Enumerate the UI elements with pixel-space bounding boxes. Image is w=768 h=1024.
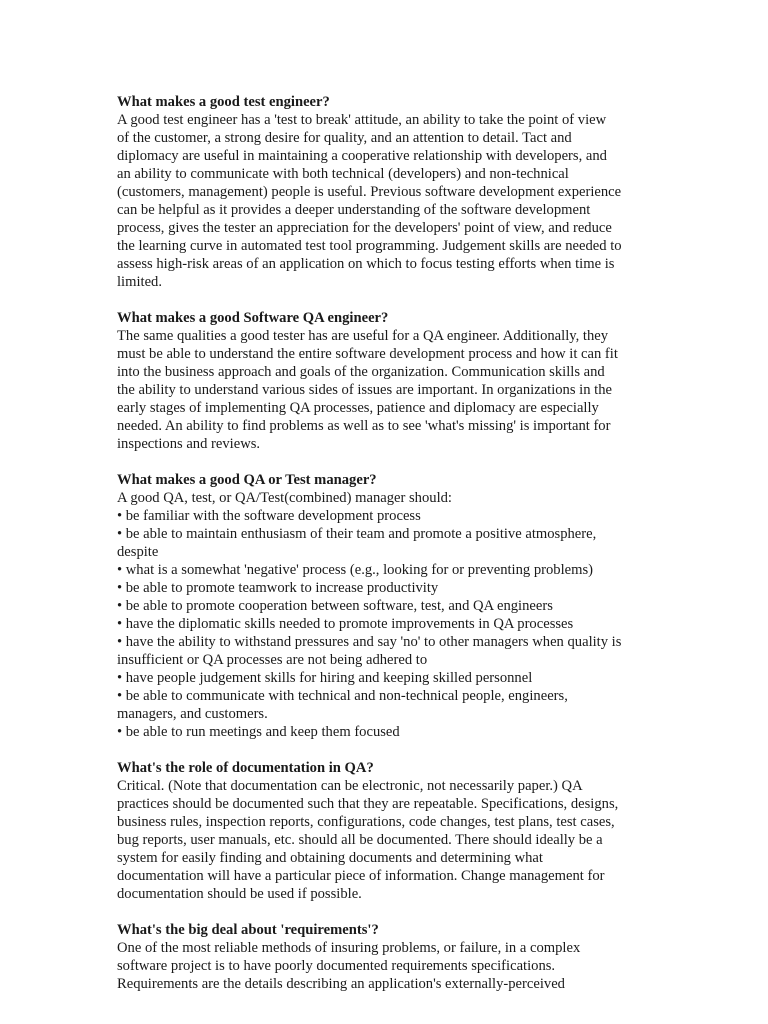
document-body — [117, 93, 657, 1011]
text-line: managers, and customers. — [117, 706, 268, 722]
bullet-item: • what is a somewhat 'negative' process (e.g., looking for or preventing problems) — [117, 562, 594, 578]
section-body — [117, 489, 657, 741]
bullet-item: • be able to promote teamwork to increase productivity — [117, 580, 439, 596]
text-line: despite — [117, 544, 159, 560]
text-line: into the business approach and goals of the organization. Communication skills and — [117, 364, 605, 380]
bullet-item: • have people judgement skills for hiring and keeping skilled personnel — [117, 670, 533, 686]
text-line: the ability to understand various sides of issues are important. In organizations in the — [117, 382, 613, 398]
section-heading: What makes a good test engineer? — [117, 94, 330, 110]
bullet-item: • be able to communicate with technical and non-technical people, engineers, — [117, 688, 568, 704]
section-heading: What's the big deal about 'requirements'? — [117, 922, 379, 938]
section-heading: What makes a good Software QA engineer? — [117, 310, 389, 326]
section-body — [117, 111, 657, 291]
text-line: insufficient or QA processes are not being adhered to — [117, 652, 428, 668]
section-body — [117, 777, 657, 903]
text-line: diplomacy are useful in maintaining a cooperative relationship with developers, and — [117, 148, 607, 164]
bullet-item: • be able to promote cooperation between software, test, and QA engineers — [117, 598, 553, 614]
document-section — [117, 471, 657, 741]
bullet-item: • be able to maintain enthusiasm of their team and promote a positive atmosphere, — [117, 526, 597, 542]
text-line: A good test engineer has a 'test to break' attitude, an ability to take the point of view — [117, 112, 607, 128]
bullet-item: • be familiar with the software development process — [117, 508, 421, 524]
text-line: documentation will have a particular piece of information. Change management for — [117, 868, 605, 884]
text-line: assess high-risk areas of an application on which to focus testing efforts when time is — [117, 256, 615, 272]
text-line: of the customer, a strong desire for quality, and an attention to detail. Tact and — [117, 130, 572, 146]
text-line: bug reports, user manuals, etc. should all be documented. There should ideally be a — [117, 832, 603, 848]
section-body — [117, 327, 657, 453]
text-line: can be helpful as it provides a deeper understanding of the software development — [117, 202, 591, 218]
text-line: documentation should be used if possible. — [117, 886, 362, 902]
text-line: One of the most reliable methods of insuring problems, or failure, in a complex — [117, 940, 581, 956]
text-line: Critical. (Note that documentation can be electronic, not necessarily paper.) QA — [117, 778, 583, 794]
section-body — [117, 939, 657, 993]
text-line: business rules, inspection reports, configurations, code changes, test plans, test cases, — [117, 814, 615, 830]
section-heading: What makes a good QA or Test manager? — [117, 472, 377, 488]
text-line: limited. — [117, 274, 162, 290]
text-line: A good QA, test, or QA/Test(combined) manager should: — [117, 490, 452, 506]
text-line: the learning curve in automated test tool programming. Judgement skills are needed to — [117, 238, 622, 254]
document-section — [117, 309, 657, 453]
bullet-item: • have the ability to withstand pressures and say 'no' to other managers when quality is — [117, 634, 622, 650]
document-section — [117, 921, 657, 993]
text-line: inspections and reviews. — [117, 436, 261, 452]
document-section — [117, 93, 657, 291]
text-line: system for easily finding and obtaining documents and determining what — [117, 850, 543, 866]
text-line: (customers, management) people is useful. Previous software development experience — [117, 184, 622, 200]
bullet-item: • be able to run meetings and keep them focused — [117, 724, 400, 740]
text-line: practices should be documented such that they are repeatable. Specifications, designs, — [117, 796, 619, 812]
bullet-item: • have the diplomatic skills needed to promote improvements in QA processes — [117, 616, 574, 632]
text-line: an ability to communicate with both technical (developers) and non-technical — [117, 166, 569, 182]
text-line: software project is to have poorly documented requirements specifications. — [117, 958, 556, 974]
text-line: needed. An ability to find problems as well as to see 'what's missing' is important for — [117, 418, 611, 434]
text-line: must be able to understand the entire software development process and how it can fit — [117, 346, 618, 362]
text-line: The same qualities a good tester has are useful for a QA engineer. Additionally, they — [117, 328, 609, 344]
document-section — [117, 759, 657, 903]
text-line: early stages of implementing QA processes, patience and diplomacy are especially — [117, 400, 599, 416]
text-line: process, gives the tester an appreciation for the developers' point of view, and reduce — [117, 220, 612, 236]
section-heading: What's the role of documentation in QA? — [117, 760, 374, 776]
text-line: Requirements are the details describing an application's externally-perceived — [117, 976, 565, 992]
